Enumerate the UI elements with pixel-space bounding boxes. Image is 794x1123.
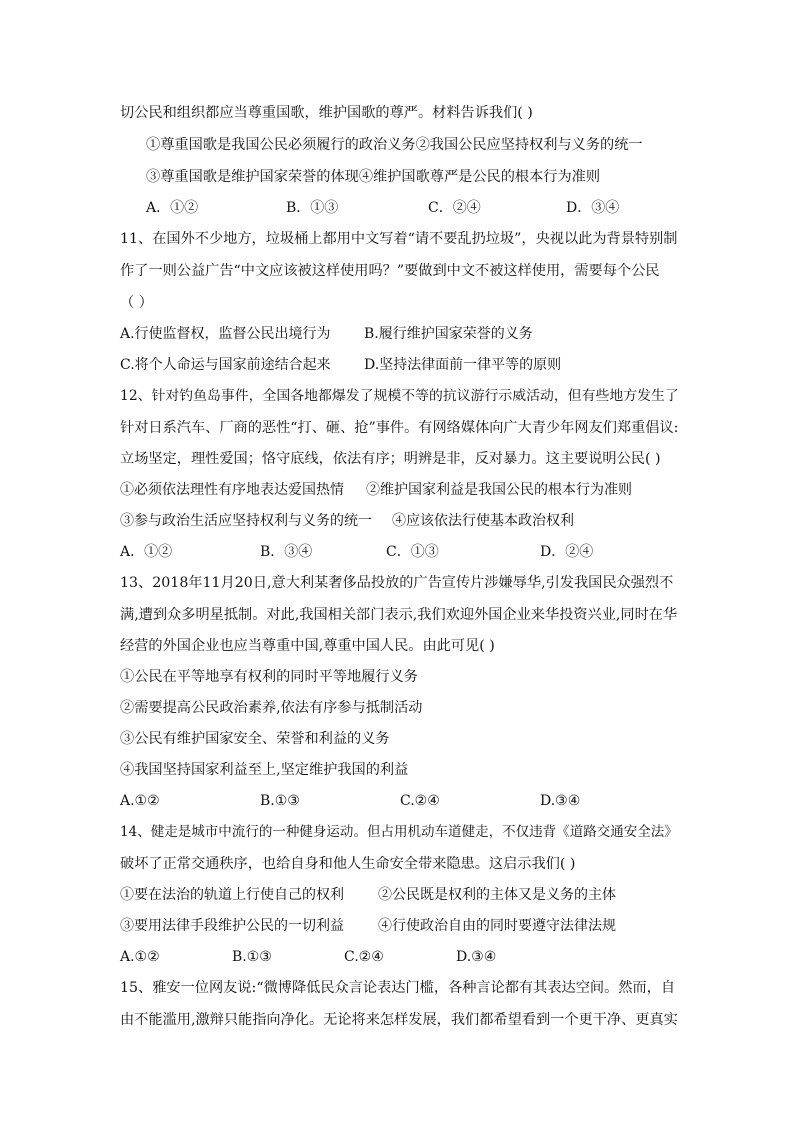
- q10-option-c[interactable]: C．②④: [428, 200, 481, 216]
- q11-option-d[interactable]: D.坚持法律面前一律平等的原则: [364, 357, 562, 373]
- q14-option-a[interactable]: A.①②: [120, 949, 160, 965]
- q14-statement-3: ③要用法律手段维护公民的一切利益: [120, 918, 344, 934]
- q14-option-c[interactable]: C.②④: [344, 949, 384, 965]
- q14-statement-4: ④行使政治自由的同时要遵守法律法规: [378, 918, 616, 934]
- q14-statement-2: ②公民既是权利的主体又是义务的主体: [378, 887, 616, 903]
- q12-option-b[interactable]: B．③④: [260, 544, 313, 560]
- q11-stem-line-1: 11、在国外不少地方，垃圾桶上都用中文写着“请不要乱扔垃圾”，央视以此为背景特别制: [120, 231, 678, 247]
- q12-stem-line-2: 针对日系汽车、厂商的恶性“打、砸、抢”事件。有网络媒体向广大青少年网友们郑重倡议:: [120, 420, 679, 436]
- q13-statement-4: ④我国坚持国家利益至上,坚定维护我国的利益: [120, 762, 409, 778]
- q12-option-a[interactable]: A．①②: [120, 544, 173, 560]
- q12-option-d[interactable]: D．②④: [540, 544, 594, 560]
- q11-answer-blank: （ ）: [120, 295, 153, 311]
- q12-statement-2: ②维护国家利益是我国公民的根本行为准则: [366, 482, 632, 498]
- q13-option-b[interactable]: B.①③: [260, 793, 300, 809]
- q12-stem-line-3: 立场坚定，理性爱国；恪守底线，依法有序；明辨是非，反对暴力。这主要说明公民( ): [120, 451, 661, 467]
- q13-option-a[interactable]: A.①②: [120, 793, 160, 809]
- q13-option-d[interactable]: D.③④: [540, 793, 581, 809]
- q10-stem-tail: 切公民和组织都应当尊重国歌，维护国歌的尊严。材料告诉我们( ): [120, 105, 533, 121]
- q15-stem-line-2: 由不能滥用,激辩只能指向净化。无论将来怎样发展，我们都希望看到一个更干净、更真实: [120, 1012, 678, 1028]
- q13-stem-line-3: 经营的外国企业也应当尊重中国,尊重中国人民。由此可见( ): [120, 638, 495, 654]
- q12-stem-line-1: 12、针对钓鱼岛事件，全国各地都爆发了规模不等的抗议游行示威活动，但有些地方发生了: [120, 388, 679, 404]
- q12-statement-3: ③参与政治生活应坚持权利与义务的统一: [120, 513, 372, 529]
- q13-statement-3: ③公民有维护国家安全、荣誉和利益的义务: [120, 731, 390, 747]
- q14-stem-line-1: 14、健走是城市中流行的一种健身运动。但占用机动车道健走，不仅违背《道路交通安全法》: [120, 824, 678, 840]
- q14-option-b[interactable]: B.①③: [232, 949, 272, 965]
- q13-statement-1: ①公民在平等地享有权利的同时平等地履行义务: [120, 669, 418, 685]
- q10-statement-1: ①尊重国歌是我国公民必须履行的政治义务②我国公民应坚持权利与义务的统一: [146, 137, 643, 153]
- q11-option-b[interactable]: B.履行维护国家荣誉的义务: [364, 326, 533, 342]
- q10-option-b[interactable]: B．①③: [286, 200, 339, 216]
- q11-option-a[interactable]: A.行使监督权，监督公民出境行为: [120, 326, 331, 342]
- q11-option-c[interactable]: C.将个人命运与国家前途结合起来: [120, 357, 331, 373]
- q14-statement-1: ①要在法治的轨道上行使自己的权利: [120, 887, 344, 903]
- q12-statement-4: ④应该依法行使基本政治权利: [392, 513, 574, 529]
- q11-stem-line-2: 作了一则公益广告“中文应该被这样使用吗？”要做到中文不被这样使用，需要每个公民: [120, 263, 660, 279]
- q10-statement-2: ③尊重国歌是维护国家荣誉的体现④维护国歌尊严是公民的根本行为准则: [146, 169, 601, 185]
- q10-option-d[interactable]: D．③④: [566, 200, 620, 216]
- q13-statement-2: ②需要提高公民政治素养,依法有序参与抵制活动: [120, 700, 423, 716]
- q13-option-c[interactable]: C.②④: [400, 793, 440, 809]
- q12-option-c[interactable]: C．①③: [386, 544, 439, 560]
- q14-option-d[interactable]: D.③④: [456, 949, 497, 965]
- q12-statement-1: ①必须依法理性有序地表达爱国热情: [120, 482, 344, 498]
- q13-stem-line-1: 13、2018年11月20日,意大利某奢侈品投放的广告宣传片涉嫌辱华,引发我国民众强烈不: [120, 575, 674, 591]
- q13-stem-line-2: 满,遭到众多明星抵制。对此,我国相关部门表示,我们欢迎外国企业来华投资兴业,同时在华: [120, 607, 678, 623]
- q15-stem-line-1: 15、雅安一位网友说:“微博降低民众言论表达门槛，各种言论都有其表达空间。然而，自: [120, 980, 676, 996]
- q10-option-a[interactable]: A．①②: [146, 200, 199, 216]
- q14-stem-line-2: 破坏了正常交通秩序，也给自身和他人生命安全带来隐患。这启示我们( ): [120, 856, 576, 872]
